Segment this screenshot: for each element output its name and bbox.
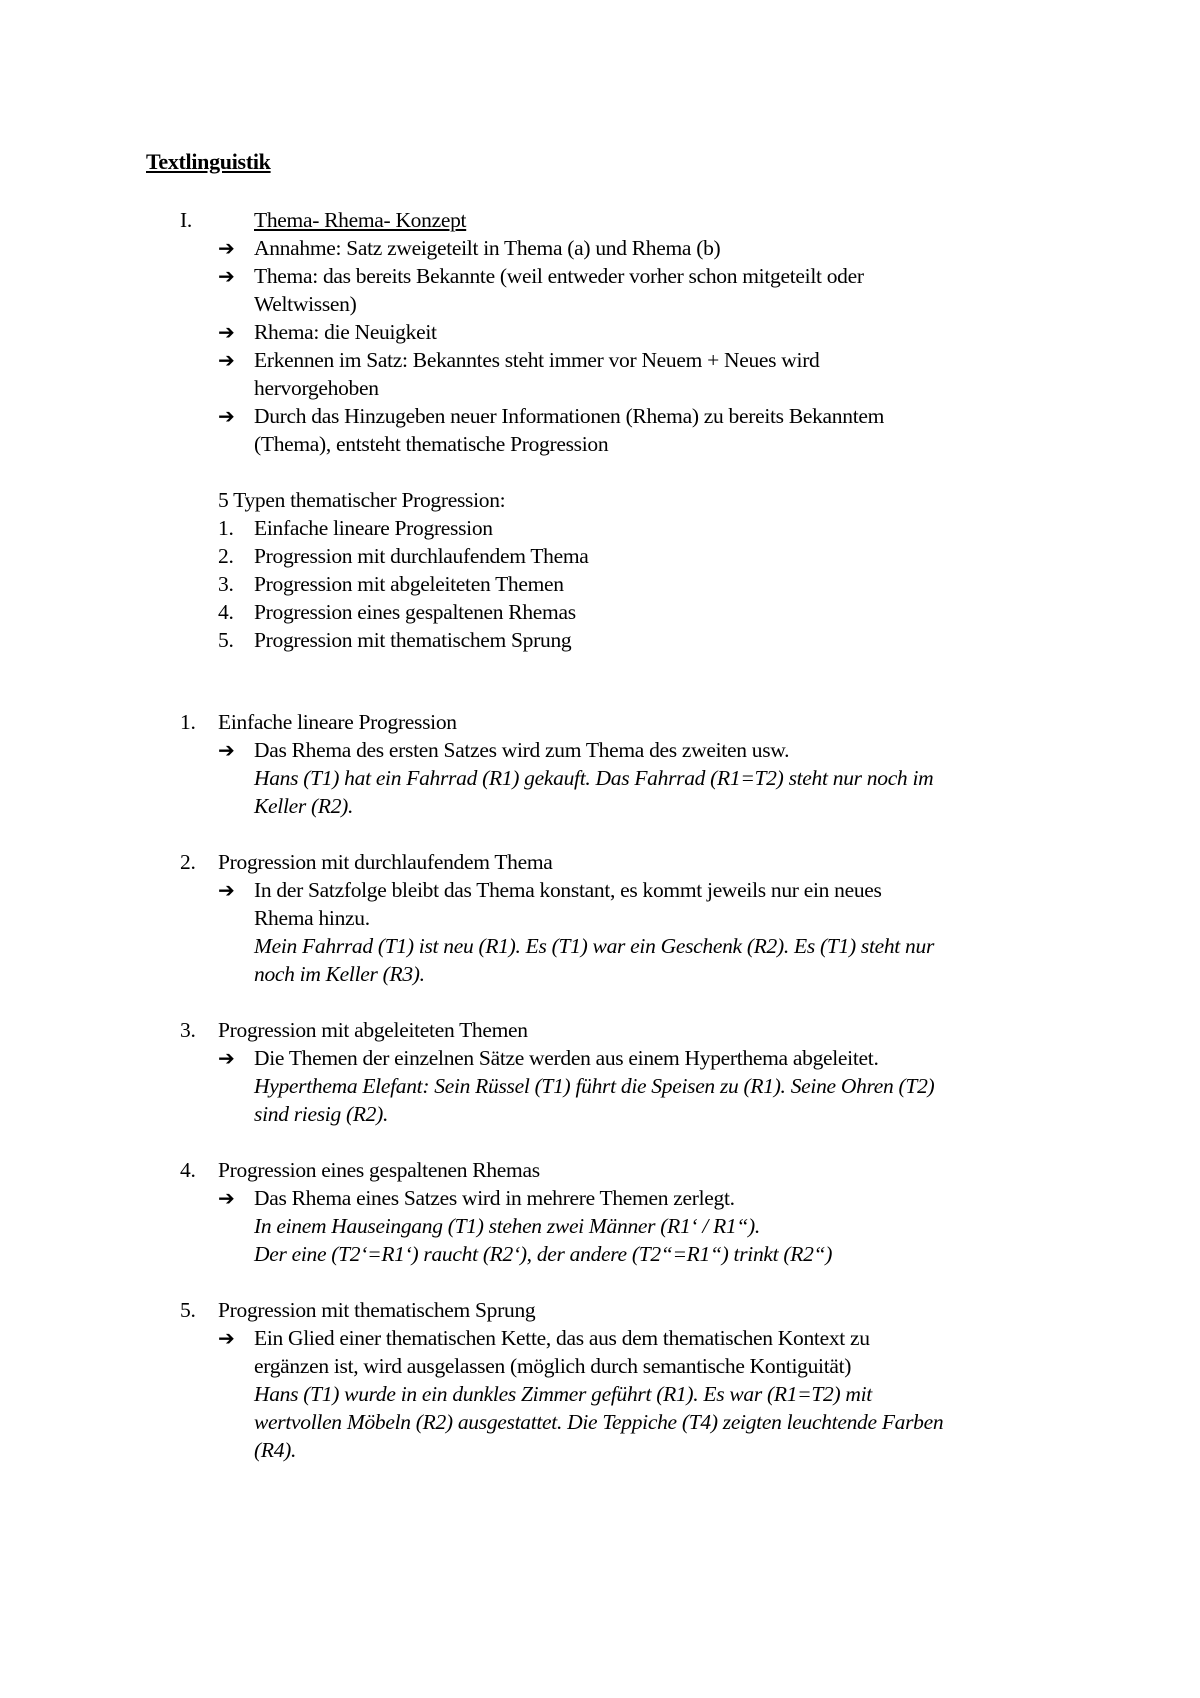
arrow-text: In der Satzfolge bleibt das Thema konstant, es kommt jeweils nur ein neues (254, 878, 882, 902)
arrow-icon: ➔ (218, 236, 235, 260)
bullet-text-cont: (Thema), entsteht thematische Progression (254, 432, 609, 456)
example-text: In einem Hauseingang (T1) stehen zwei Männer (R1‘ / R1“). (254, 1214, 760, 1238)
section-numeral: I. (180, 208, 192, 232)
bullet-text: Annahme: Satz zweigeteilt in Thema (a) und Rhema (b) (254, 236, 721, 260)
bullet-text-cont: Weltwissen) (254, 292, 357, 316)
arrow-icon: ➔ (218, 348, 235, 372)
arrow-text-cont: ergänzen ist, wird ausgelassen (möglich durch semantische Kontiguität) (254, 1354, 852, 1378)
example-text: Der eine (T2‘=R1‘) raucht (R2‘), der andere (T2“=R1“) trinkt (R2“) (254, 1242, 833, 1266)
arrow-icon: ➔ (218, 264, 235, 288)
example-text: sind riesig (R2). (254, 1102, 389, 1126)
bullet-text: Rhema: die Neuigkeit (254, 320, 437, 344)
section-heading: Progression eines gespaltenen Rhemas (218, 1158, 540, 1182)
example-text: Hans (T1) hat ein Fahrrad (R1) gekauft. Das Fahrrad (R1=T2) steht nur noch im (254, 766, 934, 790)
arrow-icon: ➔ (218, 1326, 235, 1350)
arrow-text: Das Rhema eines Satzes wird in mehrere Themen zerlegt. (254, 1186, 735, 1210)
list-item: Progression mit durchlaufendem Thema (254, 544, 589, 568)
bullet-text: Thema: das bereits Bekannte (weil entweder vorher schon mitgeteilt oder (254, 264, 864, 288)
list-number: 5. (218, 628, 234, 652)
list-number: 1. (218, 516, 234, 540)
section-number: 1. (180, 710, 196, 734)
types-intro: 5 Typen thematischer Progression: (218, 488, 506, 512)
bullet-text: Erkennen im Satz: Bekanntes steht immer vor Neuem + Neues wird (254, 348, 820, 372)
section-number: 4. (180, 1158, 196, 1182)
arrow-icon: ➔ (218, 738, 235, 762)
section-heading: Progression mit durchlaufendem Thema (218, 850, 553, 874)
list-item: Einfache lineare Progression (254, 516, 493, 540)
section-number: 3. (180, 1018, 196, 1042)
example-text: (R4). (254, 1438, 297, 1462)
arrow-text-cont: Rhema hinzu. (254, 906, 370, 930)
arrow-icon: ➔ (218, 878, 235, 902)
example-text: Keller (R2). (254, 794, 354, 818)
section-number: 2. (180, 850, 196, 874)
section-number: 5. (180, 1298, 196, 1322)
list-item: Progression mit abgeleiteten Themen (254, 572, 564, 596)
section-heading: Progression mit thematischem Sprung (218, 1298, 536, 1322)
list-number: 3. (218, 572, 234, 596)
example-text: Hyperthema Elefant: Sein Rüssel (T1) führt die Speisen zu (R1). Seine Ohren (T2) (254, 1074, 935, 1098)
list-number: 4. (218, 600, 234, 624)
arrow-icon: ➔ (218, 404, 235, 428)
arrow-icon: ➔ (218, 1046, 235, 1070)
example-text: Hans (T1) wurde in ein dunkles Zimmer geführt (R1). Es war (R1=T2) mit (254, 1382, 872, 1406)
page-title: Textlinguistik (146, 149, 271, 174)
arrow-text: Ein Glied einer thematischen Kette, das aus dem thematischen Kontext zu (254, 1326, 870, 1350)
arrow-icon: ➔ (218, 320, 235, 344)
section-heading: Einfache lineare Progression (218, 710, 457, 734)
list-item: Progression mit thematischem Sprung (254, 628, 572, 652)
example-text: noch im Keller (R3). (254, 962, 425, 986)
example-text: Mein Fahrrad (T1) ist neu (R1). Es (T1) war ein Geschenk (R2). Es (T1) steht nur (254, 934, 935, 958)
list-number: 2. (218, 544, 234, 568)
arrow-text: Die Themen der einzelnen Sätze werden aus einem Hyperthema abgeleitet. (254, 1046, 879, 1070)
section-heading: Thema- Rhema- Konzept (254, 208, 467, 232)
bullet-text: Durch das Hinzugeben neuer Informationen (Rhema) zu bereits Bekanntem (254, 404, 885, 428)
arrow-icon: ➔ (218, 1186, 235, 1210)
arrow-text: Das Rhema des ersten Satzes wird zum Thema des zweiten usw. (254, 738, 790, 762)
list-item: Progression eines gespaltenen Rhemas (254, 600, 576, 624)
example-text: wertvollen Möbeln (R2) ausgestattet. Die Teppiche (T4) zeigten leuchtende Farben (254, 1410, 944, 1434)
section-heading: Progression mit abgeleiteten Themen (218, 1018, 528, 1042)
bullet-text-cont: hervorgehoben (254, 376, 379, 400)
